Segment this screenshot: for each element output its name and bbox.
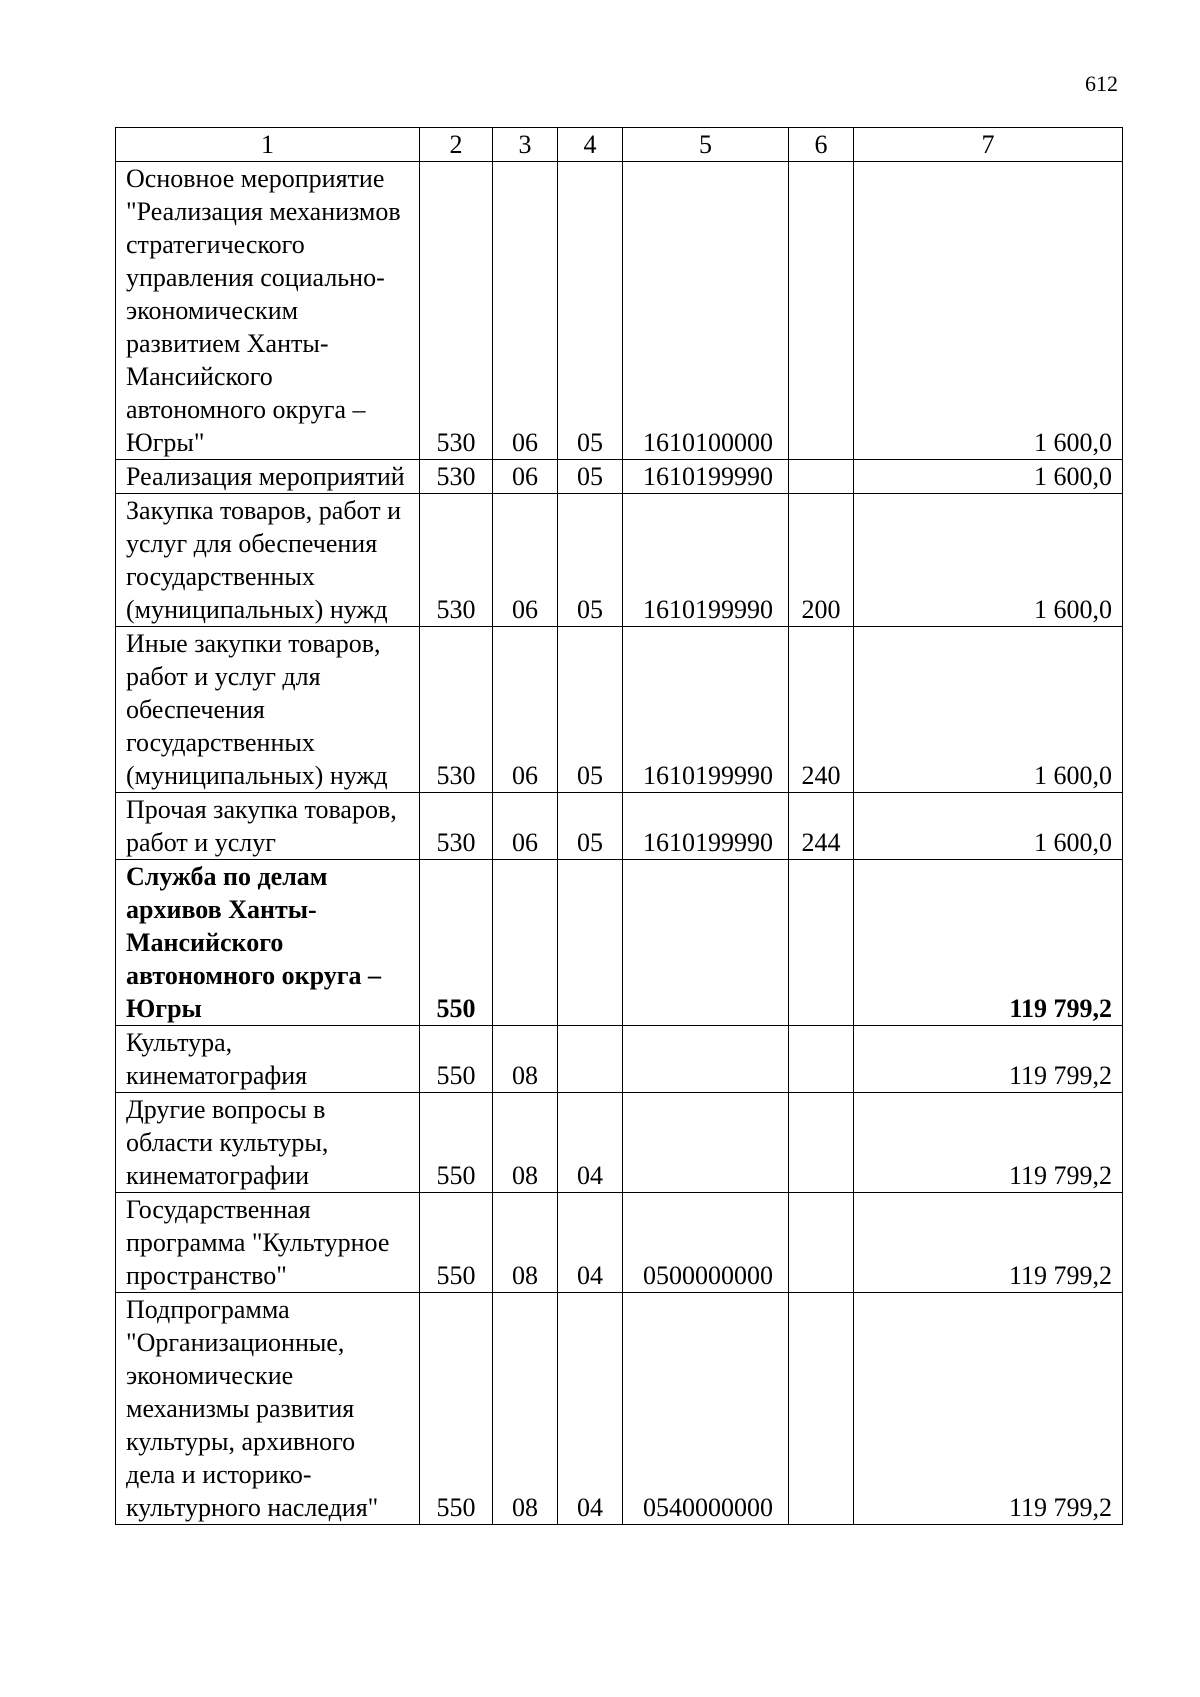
target-article-cell bbox=[623, 1026, 789, 1093]
description-line: механизмы развития bbox=[126, 1394, 355, 1423]
table-body bbox=[116, 162, 1123, 1525]
row-description bbox=[116, 1026, 420, 1093]
ministry-code-cell: 530 bbox=[420, 627, 493, 793]
amount-cell: 119 799,2 bbox=[854, 1293, 1123, 1525]
description-line: Реализация мероприятий bbox=[126, 462, 405, 491]
description-line: Прочая закупка товаров, bbox=[126, 795, 397, 824]
target-article-cell: 1610199990 bbox=[623, 494, 789, 627]
expense-type-cell: 240 bbox=[789, 627, 854, 793]
row-description bbox=[116, 162, 420, 460]
ministry-code-cell: 550 bbox=[420, 860, 493, 1026]
target-article-cell bbox=[623, 860, 789, 1026]
amount-cell: 1 600,0 bbox=[854, 162, 1123, 460]
description-line: автономного округа – bbox=[126, 395, 366, 424]
row-description bbox=[116, 627, 420, 793]
description-line: экономические bbox=[126, 1361, 294, 1390]
description-line: государственных bbox=[126, 728, 315, 757]
description-line: автономного округа – bbox=[126, 961, 382, 990]
row-description bbox=[116, 860, 420, 1026]
target-article-cell: 1610100000 bbox=[623, 162, 789, 460]
ministry-code-cell: 530 bbox=[420, 460, 493, 494]
description-line: Служба по делам bbox=[126, 862, 328, 891]
amount-cell: 119 799,2 bbox=[854, 1026, 1123, 1093]
table-row bbox=[116, 627, 1123, 793]
row-description bbox=[116, 494, 420, 627]
subsection-code-cell: 04 bbox=[558, 1293, 623, 1525]
row-description bbox=[116, 1093, 420, 1193]
description-line: "Реализация механизмов bbox=[126, 197, 401, 226]
column-header: 1 bbox=[116, 128, 420, 162]
ministry-code-cell: 550 bbox=[420, 1093, 493, 1193]
amount-cell: 119 799,2 bbox=[854, 1093, 1123, 1193]
description-line: экономическим bbox=[126, 296, 299, 325]
description-line: "Организационные, bbox=[126, 1328, 345, 1357]
ministry-code-cell: 530 bbox=[420, 162, 493, 460]
table-row bbox=[116, 162, 1123, 460]
ministry-code-cell: 550 bbox=[420, 1193, 493, 1293]
section-code-cell: 08 bbox=[493, 1293, 558, 1525]
subsection-code-cell: 05 bbox=[558, 793, 623, 860]
description-line: пространство" bbox=[126, 1261, 287, 1290]
description-line: государственных bbox=[126, 562, 315, 591]
description-line: кинематографии bbox=[126, 1161, 310, 1190]
target-article-cell: 1610199990 bbox=[623, 460, 789, 494]
description-line: Подпрограмма bbox=[126, 1295, 290, 1324]
description-line: дела и историко- bbox=[126, 1460, 312, 1489]
subsection-code-cell bbox=[558, 860, 623, 1026]
subsection-code-cell: 05 bbox=[558, 162, 623, 460]
ministry-code-cell: 530 bbox=[420, 793, 493, 860]
description-line: культуры, архивного bbox=[126, 1427, 356, 1456]
amount-cell: 1 600,0 bbox=[854, 793, 1123, 860]
header-row bbox=[116, 128, 1123, 162]
description-line: Закупка товаров, работ и bbox=[126, 496, 401, 525]
description-line: программа "Культурное bbox=[126, 1228, 390, 1257]
row-description bbox=[116, 793, 420, 860]
section-code-cell: 08 bbox=[493, 1193, 558, 1293]
column-header: 6 bbox=[789, 128, 854, 162]
section-code-cell: 06 bbox=[493, 793, 558, 860]
section-code-cell: 06 bbox=[493, 627, 558, 793]
description-line: работ и услуг для bbox=[126, 662, 321, 691]
table-row bbox=[116, 1093, 1123, 1193]
expense-type-cell: 244 bbox=[789, 793, 854, 860]
expense-type-cell bbox=[789, 1026, 854, 1093]
column-header: 5 bbox=[623, 128, 789, 162]
target-article-cell bbox=[623, 1093, 789, 1193]
description-line: Иные закупки товаров, bbox=[126, 629, 381, 658]
description-line: Другие вопросы в bbox=[126, 1095, 326, 1124]
ministry-code-cell: 550 bbox=[420, 1293, 493, 1525]
subsection-code-cell: 05 bbox=[558, 494, 623, 627]
expense-type-cell bbox=[789, 1293, 854, 1525]
description-line: (муниципальных) нужд bbox=[126, 761, 388, 790]
column-header: 3 bbox=[493, 128, 558, 162]
description-line: Югры bbox=[126, 994, 202, 1023]
description-line: Мансийского bbox=[126, 362, 273, 391]
subsection-code-cell: 04 bbox=[558, 1193, 623, 1293]
subsection-code-cell: 04 bbox=[558, 1093, 623, 1193]
section-code-cell: 06 bbox=[493, 494, 558, 627]
description-line: стратегического bbox=[126, 230, 305, 259]
budget-table bbox=[115, 127, 1123, 1525]
description-line: услуг для обеспечения bbox=[126, 529, 378, 558]
description-line: работ и услуг bbox=[126, 828, 276, 857]
table-row bbox=[116, 1026, 1123, 1093]
row-description bbox=[116, 460, 420, 494]
amount-cell: 119 799,2 bbox=[854, 860, 1123, 1026]
section-code-cell: 06 bbox=[493, 162, 558, 460]
table-row bbox=[116, 1293, 1123, 1525]
column-header: 2 bbox=[420, 128, 493, 162]
table-row bbox=[116, 860, 1123, 1026]
section-code-cell: 06 bbox=[493, 460, 558, 494]
amount-cell: 1 600,0 bbox=[854, 494, 1123, 627]
section-code-cell: 08 bbox=[493, 1093, 558, 1193]
expense-type-cell bbox=[789, 860, 854, 1026]
target-article-cell: 0500000000 bbox=[623, 1193, 789, 1293]
description-line: кинематография bbox=[126, 1061, 308, 1090]
description-line: развитием Ханты- bbox=[126, 329, 329, 358]
column-header: 4 bbox=[558, 128, 623, 162]
description-line: управления социально- bbox=[126, 263, 385, 292]
subsection-code-cell bbox=[558, 1026, 623, 1093]
ministry-code-cell: 530 bbox=[420, 494, 493, 627]
target-article-cell: 1610199990 bbox=[623, 627, 789, 793]
amount-cell: 1 600,0 bbox=[854, 460, 1123, 494]
description-line: области культуры, bbox=[126, 1128, 329, 1157]
table-row bbox=[116, 494, 1123, 627]
subsection-code-cell: 05 bbox=[558, 627, 623, 793]
description-line: Югры" bbox=[126, 428, 205, 457]
expense-type-cell bbox=[789, 1093, 854, 1193]
expense-type-cell bbox=[789, 162, 854, 460]
description-line: Культура, bbox=[126, 1028, 233, 1057]
row-description bbox=[116, 1193, 420, 1293]
description-line: архивов Ханты- bbox=[126, 895, 317, 924]
description-line: Основное мероприятие bbox=[126, 164, 385, 193]
description-line: обеспечения bbox=[126, 695, 265, 724]
ministry-code-cell: 550 bbox=[420, 1026, 493, 1093]
table-row bbox=[116, 1193, 1123, 1293]
amount-cell: 119 799,2 bbox=[854, 1193, 1123, 1293]
target-article-cell: 1610199990 bbox=[623, 793, 789, 860]
expense-type-cell bbox=[789, 460, 854, 494]
amount-cell: 1 600,0 bbox=[854, 627, 1123, 793]
description-line: Мансийского bbox=[126, 928, 284, 957]
expense-type-cell bbox=[789, 1193, 854, 1293]
section-code-cell: 08 bbox=[493, 1026, 558, 1093]
table-row bbox=[116, 460, 1123, 494]
subsection-code-cell: 05 bbox=[558, 460, 623, 494]
row-description bbox=[116, 1293, 420, 1525]
column-header: 7 bbox=[854, 128, 1123, 162]
page-number: 612 bbox=[1085, 71, 1118, 96]
section-code-cell bbox=[493, 860, 558, 1026]
description-line: (муниципальных) нужд bbox=[126, 595, 388, 624]
target-article-cell: 0540000000 bbox=[623, 1293, 789, 1525]
description-line: культурного наследия" bbox=[126, 1493, 379, 1522]
expense-type-cell: 200 bbox=[789, 494, 854, 627]
description-line: Государственная bbox=[126, 1195, 311, 1224]
table-row bbox=[116, 793, 1123, 860]
